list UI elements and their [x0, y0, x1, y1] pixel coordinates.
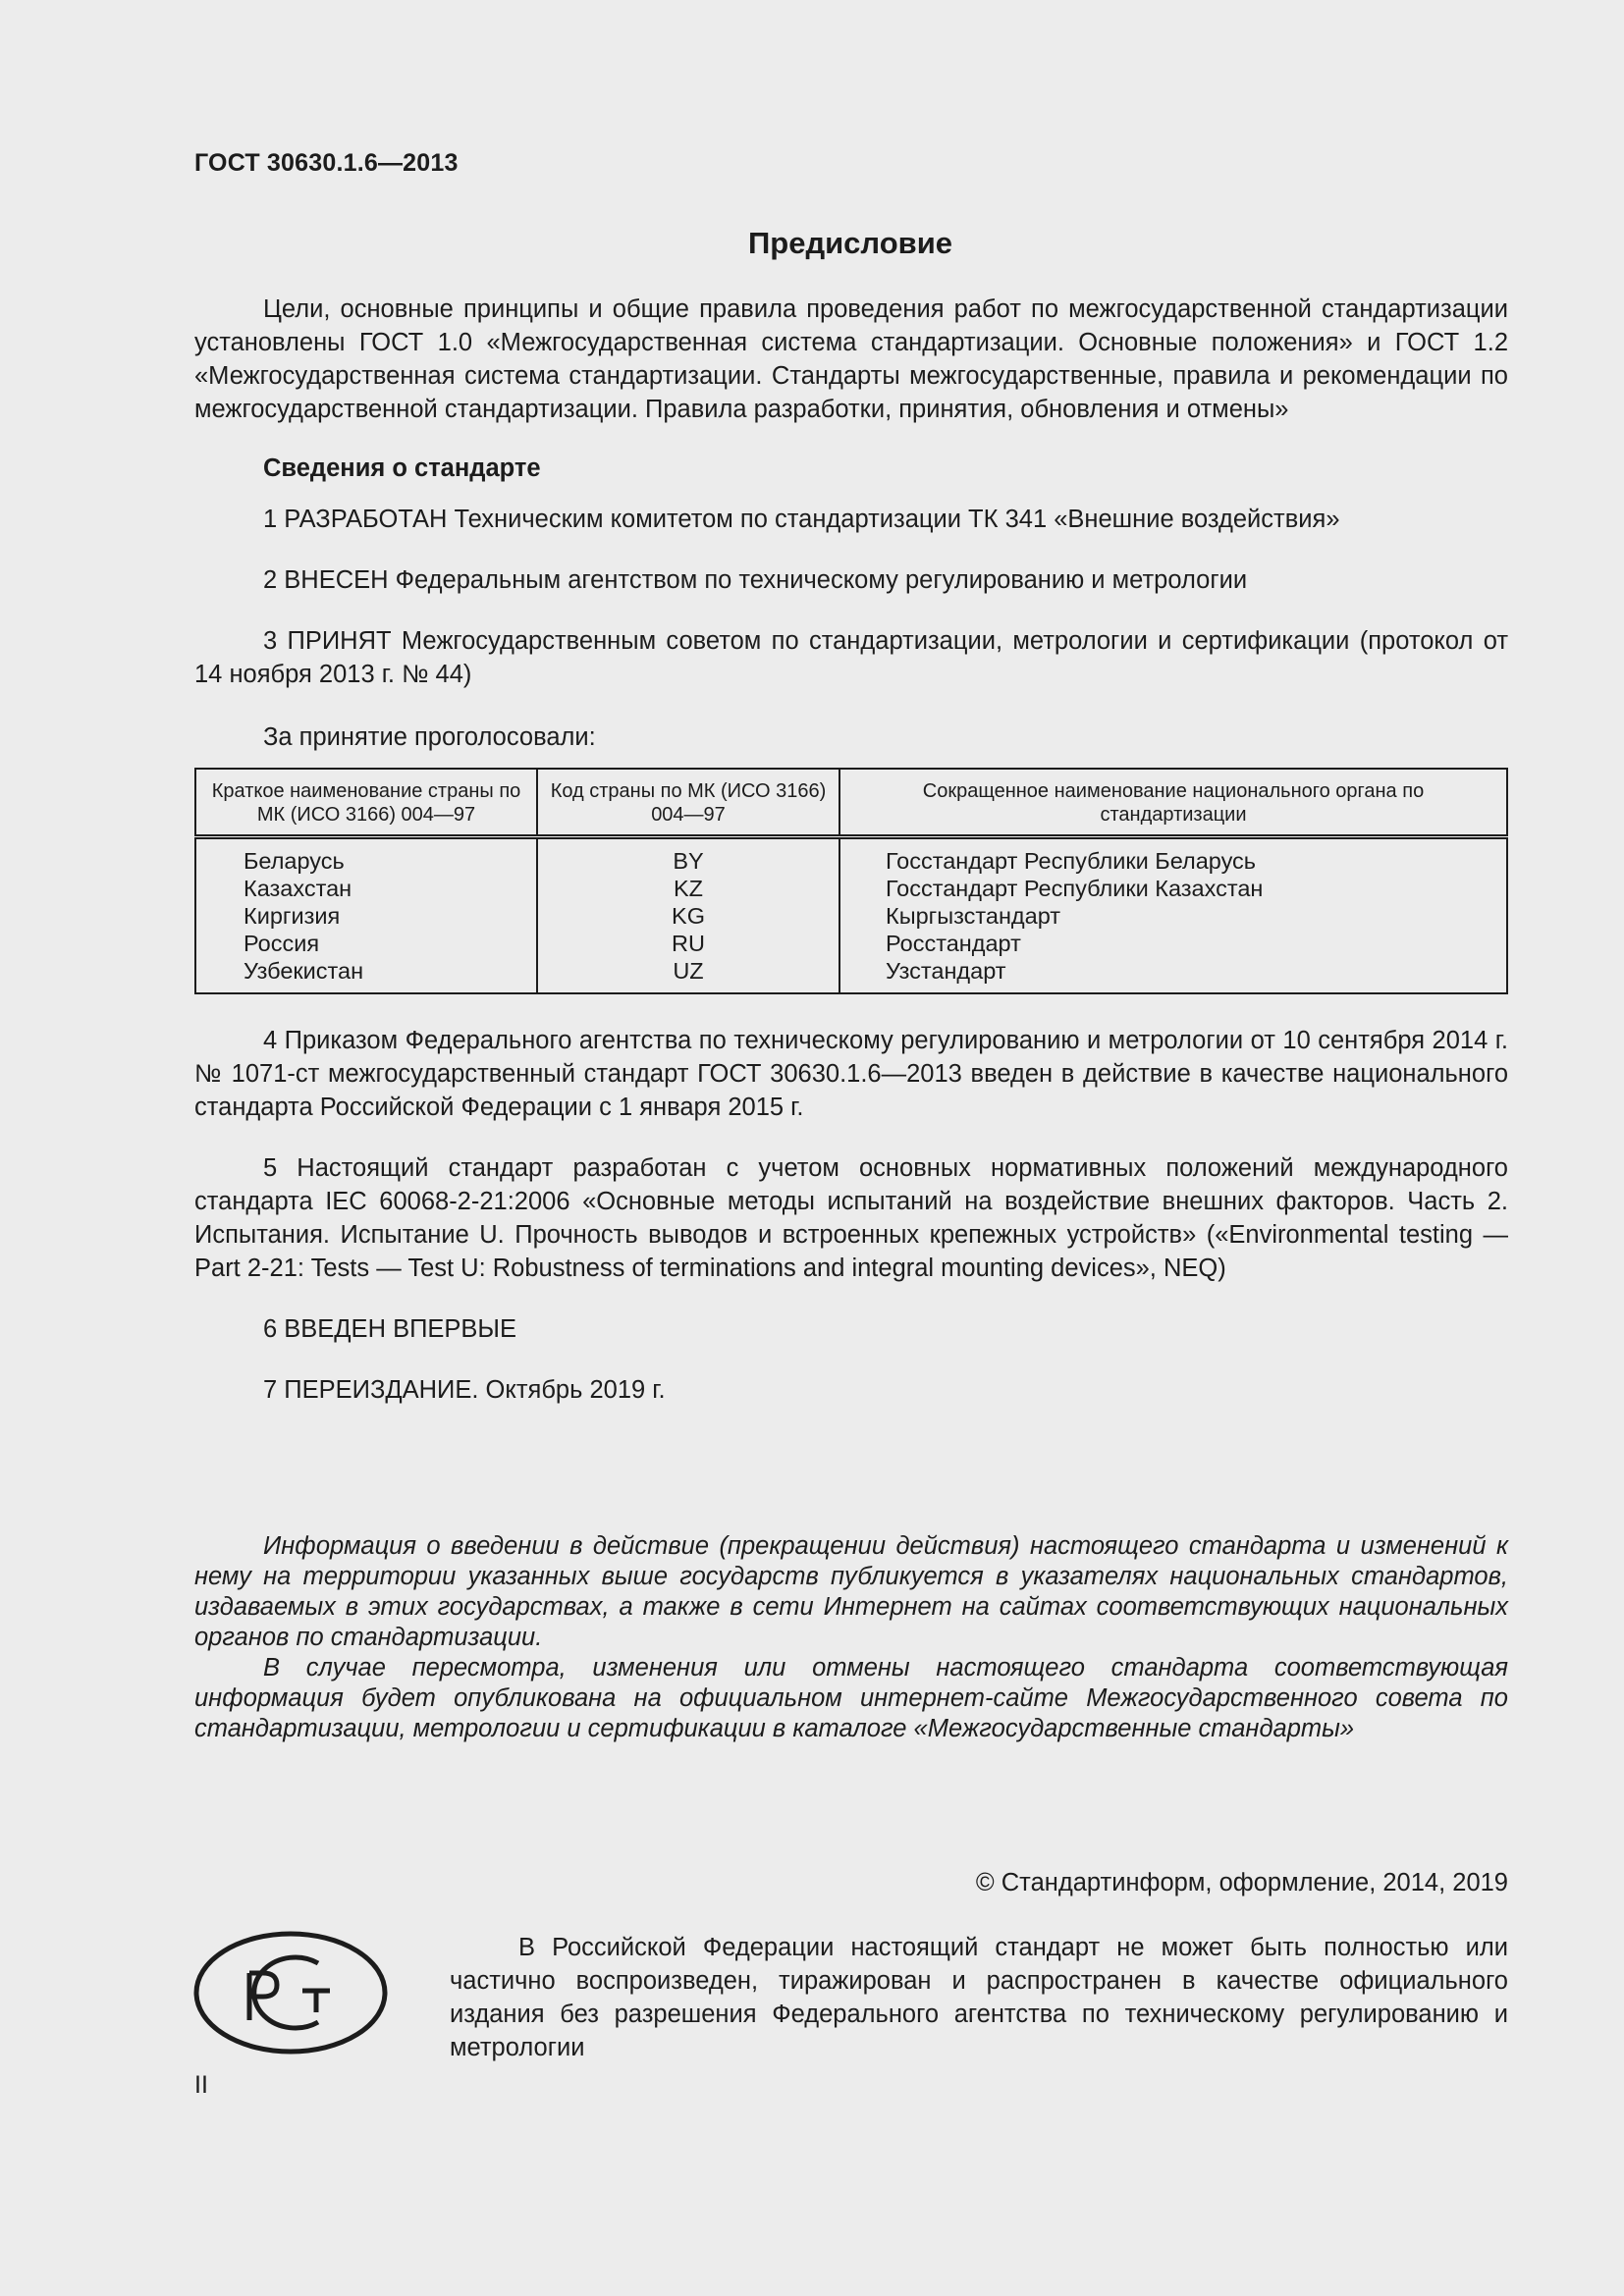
notice-paragraph-1: Информация о введении в действие (прекращении действия) настоящего стандарта и изменений к нему на территории указанных выше государств публикуется в указателях национальных стандартов, издаваемых в этих государствах, а также в сети Интернет на сайтах соответствующих национальных органов по стандартизации. — [194, 1532, 1508, 1651]
rights-paragraph: В Российской Федерации настоящий стандарт не может быть полностью или частично воспроизведен, тиражирован и распространен в качестве официального издания без разрешения Федерального агентства по техническому регулированию и метрологии — [450, 1934, 1508, 2061]
column-header-country: Краткое наименование страны по МК (ИСО 3166) 004—97 — [195, 769, 537, 837]
table-row — [195, 837, 1507, 994]
country-name: Узбекистан — [244, 958, 364, 984]
rights-notice — [450, 1931, 1508, 2064]
country-code: RU — [672, 931, 705, 956]
info-item-7: 7 ПЕРЕИЗДАНИЕ. Октябрь 2019 г. — [263, 1376, 666, 1404]
notice-block — [194, 1531, 1508, 1744]
info-item-6: 6 ВВЕДЕН ВПЕРВЫЕ — [263, 1315, 517, 1343]
country-code: KZ — [673, 876, 704, 901]
info-item-4: 4 Приказом Федерального агентства по техническому регулированию и метрологии от 10 сентября 2014 г. № 1071-ст межгосударственный стандарт ГОСТ 30630.1.6—2013 введен в действие в качестве национального стандарта Российской Федерации с 1 января 2015 г. — [194, 1027, 1508, 1121]
rst-certification-mark-icon — [192, 1930, 389, 2056]
org-name: Госстандарт Республики Беларусь — [886, 848, 1257, 874]
org-name: Кыргызстандарт — [886, 903, 1061, 929]
votes-label: За принятие проголосовали: — [263, 723, 596, 751]
country-code: KG — [672, 903, 705, 929]
column-header-code: Код страны по МК (ИСО 3166) 004—97 — [537, 769, 839, 837]
info-item-2: 2 ВНЕСЕН Федеральным агентством по техническому регулированию и метрологии — [263, 566, 1248, 594]
preface-body — [194, 293, 1508, 1407]
org-name: Росстандарт — [886, 931, 1021, 956]
org-name: Госстандарт Республики Казахстан — [886, 876, 1264, 901]
code-cell — [537, 837, 839, 994]
info-item-1: 1 РАЗРАБОТАН Техническим комитетом по стандартизации ТК 341 «Внешние воздействия» — [263, 506, 1340, 533]
country-code: BY — [673, 848, 704, 874]
intro-paragraph: Цели, основные принципы и общие правила проведения работ по межгосударственной стандартизации установлены ГОСТ 1.0 «Межгосударственная система стандартизации. Основные положения» и ГОСТ 1.2 «Межгосударственная система стандартизации. Стандарты межгосударственные, правила и рекомендации по межгосударственной стандартизации. Правила разработки, принятия, обновления и отмены» — [194, 295, 1508, 423]
copyright-line: © Стандартинформ, оформление, 2014, 2019 — [975, 1869, 1508, 1896]
country-code: UZ — [673, 958, 704, 984]
document-code: ГОСТ 30630.1.6—2013 — [194, 149, 459, 177]
page-title: Предисловие — [747, 226, 952, 260]
country-cell — [195, 837, 537, 994]
org-name: Узстандарт — [886, 958, 1006, 984]
org-cell — [839, 837, 1507, 994]
country-name: Россия — [244, 931, 320, 956]
country-name: Беларусь — [244, 848, 345, 874]
notice-paragraph-2: В случае пересмотра, изменения или отмены настоящего стандарта соответствующая информация будет опубликована на официальном интернет-сайте Межгосударственного совета по стандартизации, метрологии и сертификации в каталоге «Межгосударственные стандарты» — [194, 1654, 1508, 1742]
votes-table — [194, 768, 1508, 994]
page-number: II — [194, 2071, 208, 2099]
country-name: Казахстан — [244, 876, 352, 901]
info-item-5: 5 Настоящий стандарт разработан с учетом основных нормативных положений международного стандарта IEC 60068-2-21:2006 «Основные методы испытаний на воздействие внешних факторов. Часть 2. Испытания. Испытание U. Прочность выводов и встроенных крепежных устройств» («Environmental testing — Part 2-21: Tests — Test U: Robustness of terminations and integral mounting devices», NEQ) — [194, 1154, 1508, 1282]
country-name: Киргизия — [244, 903, 341, 929]
table-header-row — [195, 769, 1507, 837]
info-item-3: 3 ПРИНЯТ Межгосударственным советом по стандартизации, метрологии и сертификации (протокол от 14 ноября 2013 г. № 44) — [194, 627, 1508, 688]
column-header-org: Сокращенное наименование национального органа по стандартизации — [839, 769, 1507, 837]
info-heading: Сведения о стандарте — [263, 454, 541, 482]
